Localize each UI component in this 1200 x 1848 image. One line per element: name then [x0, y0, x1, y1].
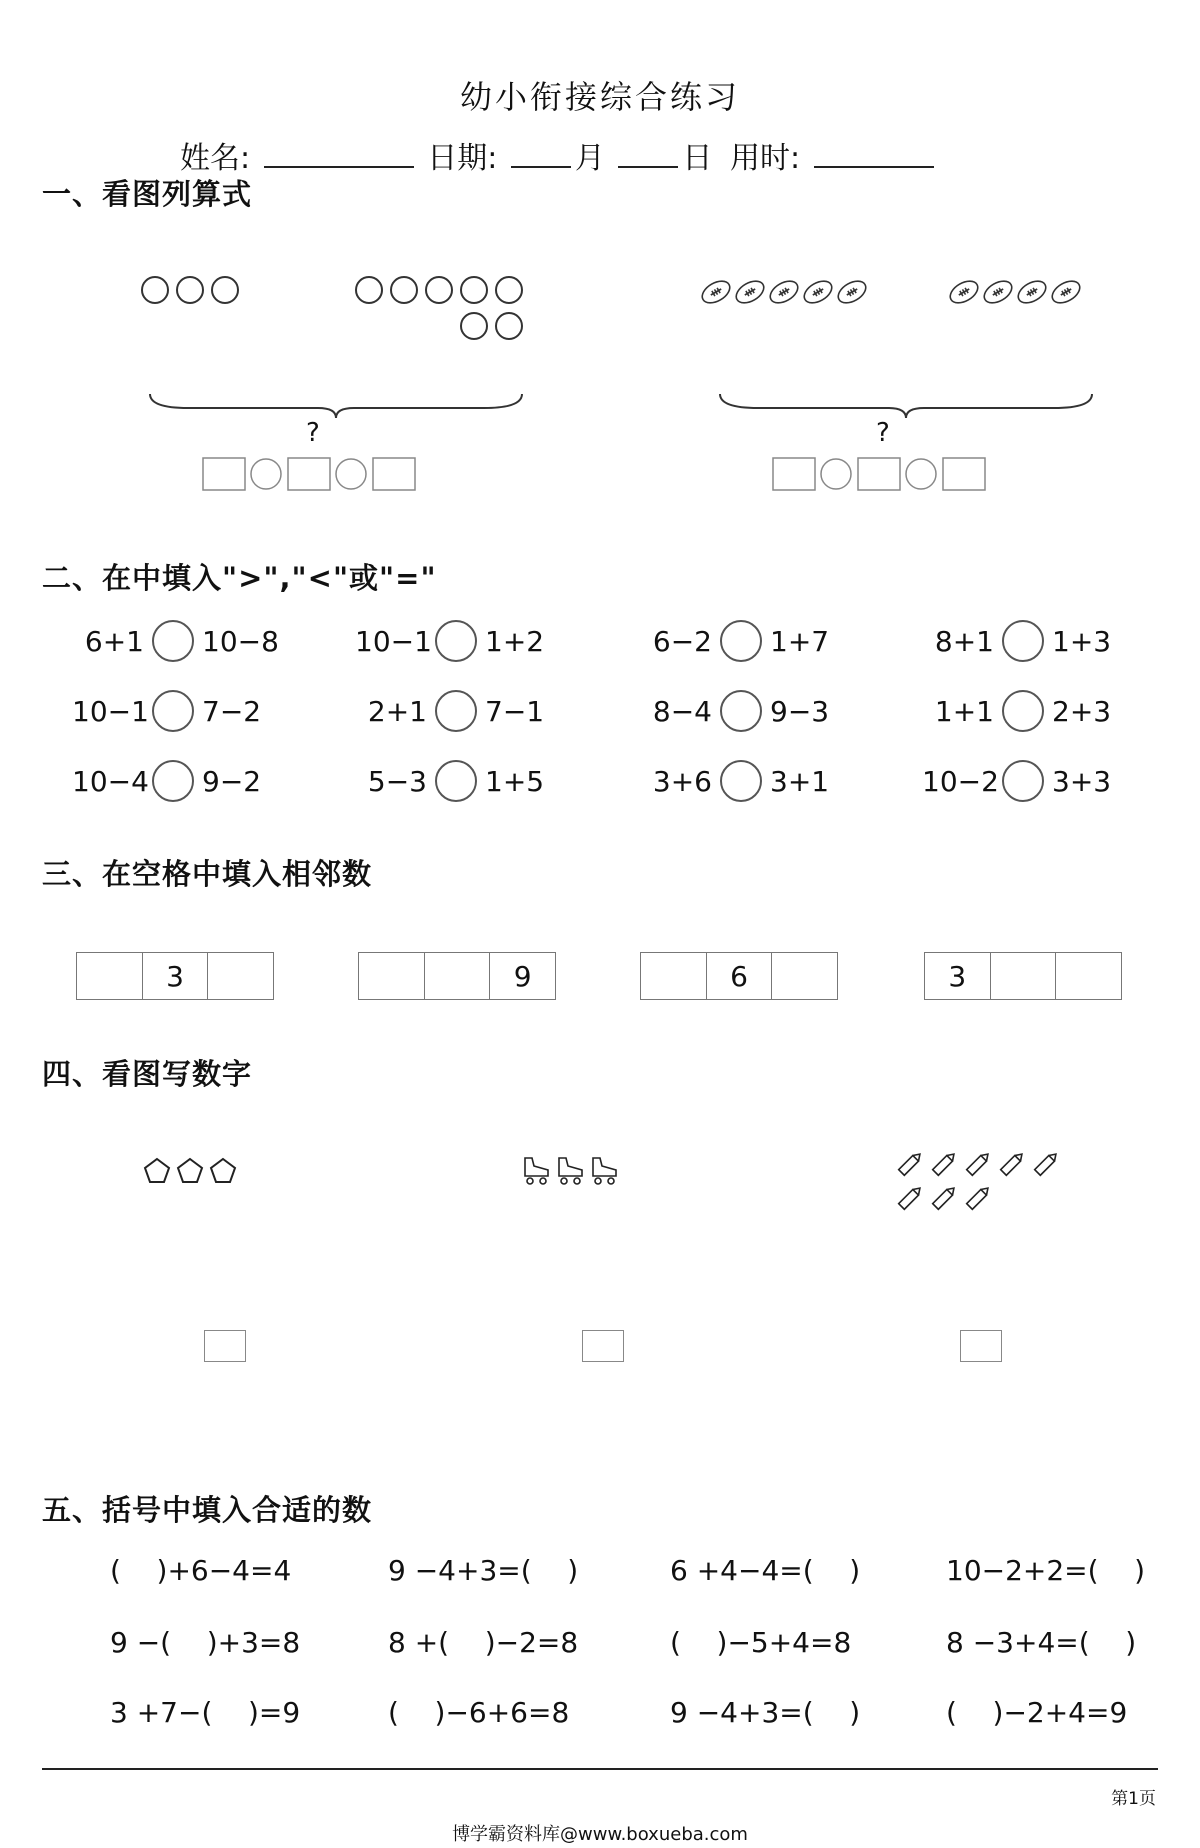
given-number-cell: 9 — [513, 959, 532, 993]
answer-box-pencils[interactable] — [960, 1330, 1002, 1362]
comparison-item — [72, 620, 279, 662]
section-2-heading: 二、在中填入">","<"或"=" — [42, 561, 437, 595]
comparison-left: 8−4 — [652, 694, 712, 728]
month-blank[interactable] — [511, 136, 571, 168]
time-label: 用时: — [729, 141, 801, 176]
page-number: 第1页 — [1111, 1789, 1156, 1809]
comparison-left: 10−4 — [72, 764, 149, 798]
football-group-4 — [948, 276, 1088, 308]
comparison-answer-circle[interactable] — [1002, 760, 1044, 802]
comparison-item — [355, 620, 544, 662]
comparison-right: 3+1 — [770, 764, 830, 798]
blank-cell[interactable] — [1056, 953, 1121, 999]
blank-cell[interactable] — [425, 953, 491, 999]
fill-in-equation[interactable]: ( )+6−4=4 — [110, 1554, 292, 1587]
comparison-answer-circle[interactable] — [1002, 690, 1044, 732]
comparison-right: 9−2 — [202, 764, 262, 798]
comparison-answer-circle[interactable] — [152, 620, 194, 662]
comparison-answer-circle[interactable] — [720, 760, 762, 802]
comparison-left: 6+1 — [84, 624, 144, 658]
comparison-answer-circle[interactable] — [435, 620, 477, 662]
comparison-item — [72, 690, 261, 732]
roller-skate-group-3 — [520, 1154, 624, 1186]
comparison-right: 1+5 — [485, 764, 545, 798]
time-blank[interactable] — [814, 136, 934, 168]
fill-in-equation[interactable]: 8 +( )−2=8 — [388, 1626, 579, 1659]
right-equation-boxes[interactable] — [772, 456, 992, 492]
section-5-heading: 五、括号中填入合适的数 — [42, 1493, 373, 1527]
month-label: 月 — [574, 141, 605, 176]
fill-in-equation[interactable]: 3 +7−( )=9 — [110, 1696, 301, 1729]
fill-in-equation[interactable]: 8 −3+4=( ) — [946, 1626, 1137, 1659]
fill-in-equation[interactable]: 9 −4+3=( ) — [670, 1696, 861, 1729]
watermark-text: 博学霸资料库@www.boxueba.com — [452, 1824, 748, 1845]
fill-in-equation[interactable]: 10−2+2=( ) — [946, 1554, 1146, 1587]
comparison-right: 3+3 — [1052, 764, 1112, 798]
comparison-answer-circle[interactable] — [1002, 620, 1044, 662]
comparison-right: 7−2 — [202, 694, 262, 728]
comparison-right: 7−1 — [485, 694, 545, 728]
comparison-item — [640, 620, 829, 662]
comparison-right: 2+3 — [1052, 694, 1112, 728]
fill-in-equation[interactable]: ( )−2+4=9 — [946, 1696, 1128, 1729]
day-label: 日 — [682, 141, 713, 176]
comparison-answer-circle[interactable] — [720, 620, 762, 662]
comparison-left: 6−2 — [652, 624, 712, 658]
comparison-item — [922, 620, 1111, 662]
comparison-item — [72, 760, 261, 802]
comparison-right: 1+7 — [770, 624, 830, 658]
comparison-item — [922, 760, 1111, 802]
comparison-item — [355, 690, 544, 732]
fill-in-equation[interactable]: 6 +4−4=( ) — [670, 1554, 861, 1587]
blank-cell[interactable] — [77, 953, 143, 999]
fill-in-equation[interactable]: 9 −( )+3=8 — [110, 1626, 301, 1659]
comparison-right: 1+2 — [485, 624, 545, 658]
comparison-left: 5−3 — [367, 764, 427, 798]
comparison-item — [922, 690, 1111, 732]
given-number-cell: 3 — [143, 953, 209, 999]
comparison-left: 2+1 — [367, 694, 427, 728]
comparison-left: 10−1 — [355, 624, 432, 658]
comparison-answer-circle[interactable] — [152, 690, 194, 732]
blank-cell[interactable] — [991, 953, 1057, 999]
left-brace — [148, 390, 524, 420]
adjacent-number-grid — [924, 952, 1122, 1000]
football-group-5 — [700, 276, 875, 308]
left-equation-boxes[interactable] — [202, 456, 422, 492]
blank-cell[interactable] — [641, 953, 707, 999]
comparison-left: 10−2 — [922, 764, 999, 798]
comparison-right: 10−8 — [202, 624, 279, 658]
adjacent-number-grid — [358, 952, 556, 1000]
footer-divider — [42, 1768, 1158, 1770]
answer-box-skates[interactable] — [582, 1330, 624, 1362]
section-1-heading: 一、看图列算式 — [42, 177, 253, 211]
comparison-item — [640, 760, 829, 802]
adjacent-number-grid — [76, 952, 274, 1000]
name-label: 姓名: — [180, 141, 251, 176]
day-blank[interactable] — [618, 136, 678, 168]
blank-cell[interactable] — [208, 953, 273, 999]
comparison-left: 8+1 — [934, 624, 994, 658]
left-question-mark: ? — [306, 418, 320, 448]
date-label: 日期: — [427, 141, 498, 176]
fill-in-equation[interactable]: ( )−6+6=8 — [388, 1696, 570, 1729]
given-number-cell: 3 — [925, 953, 991, 999]
fill-in-equation[interactable]: ( )−5+4=8 — [670, 1626, 852, 1659]
page-title: 幼小衔接综合练习 — [459, 78, 740, 116]
circles-group-3 — [140, 272, 250, 308]
student-info-line — [180, 133, 938, 177]
right-brace — [718, 390, 1094, 420]
comparison-item — [640, 690, 829, 732]
comparison-item — [355, 760, 544, 802]
section-3-heading: 三、在空格中填入相邻数 — [42, 857, 373, 891]
circles-group-7 — [354, 272, 524, 344]
comparison-answer-circle[interactable] — [435, 760, 477, 802]
pencil-group-8 — [896, 1148, 1066, 1214]
given-number-cell: 6 — [707, 953, 773, 999]
right-question-mark: ? — [876, 418, 890, 448]
comparison-right: 1+3 — [1052, 624, 1112, 658]
answer-box-pentagons[interactable] — [204, 1330, 246, 1362]
comparison-left: 10−1 — [72, 694, 149, 728]
comparison-left: 3+6 — [652, 764, 712, 798]
adjacent-number-grid — [640, 952, 838, 1000]
section-4-heading: 四、看图写数字 — [42, 1057, 253, 1091]
comparison-answer-circle[interactable] — [435, 690, 477, 732]
blank-cell[interactable] — [359, 953, 425, 999]
pentagon-group-3 — [142, 1156, 242, 1186]
blank-cell[interactable] — [772, 953, 837, 999]
comparison-left: 1+1 — [934, 694, 994, 728]
comparison-answer-circle[interactable] — [152, 760, 194, 802]
name-blank[interactable] — [264, 136, 414, 168]
fill-in-equation[interactable]: 9 −4+3=( ) — [388, 1554, 579, 1587]
comparison-answer-circle[interactable] — [720, 690, 762, 732]
comparison-right: 9−3 — [770, 694, 830, 728]
